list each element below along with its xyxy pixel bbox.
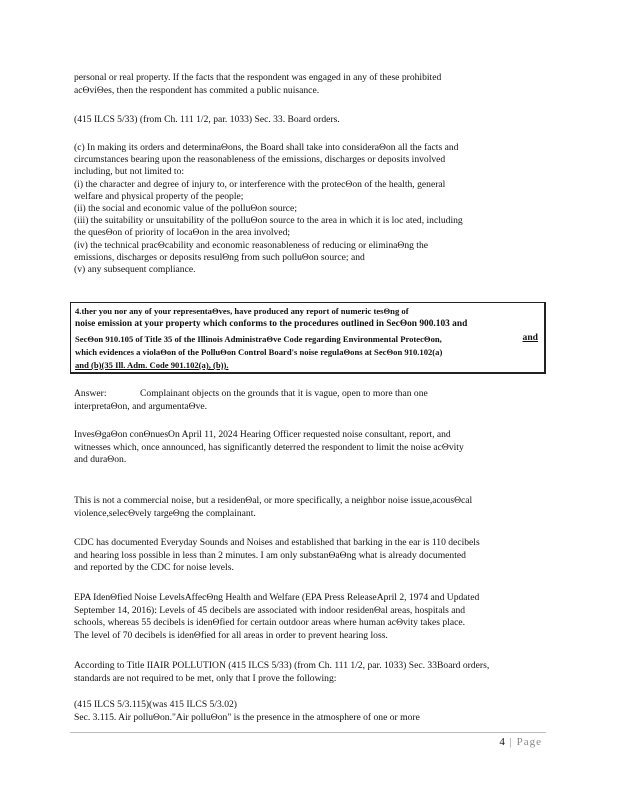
interrogatory-line: and (b)(35 Ill. Adm. Code 901.102(a), (b)).	[75, 360, 229, 370]
text-line: the quesΘon of priority of locaΘon in the area involved;	[74, 227, 291, 239]
interrogatory-line: 4.ther you nor any of your representaΘves, have produced any report of numeric tesΘng of	[75, 306, 409, 316]
footer-divider	[70, 732, 546, 733]
text-line: schools, whereas 55 decibels is idenΘfied for certain outdoor areas where human acΘvity takes place.	[74, 617, 466, 629]
text-line: This is not a commercial noise, but a residenΘal, or more specifically, a neighbor noise issue,acousΘcal	[74, 495, 473, 506]
paragraph-public-nuisance	[74, 72, 544, 97]
text-line: including, but not limited to:	[74, 166, 185, 178]
interrogatory-line: which evidences a violaΘon of the PolluΘon Control Board's noise regulaΘons at SecΘon 910.102(a)	[75, 347, 443, 357]
text-line: and hearing loss possible in less than 2 minutes. I am only substanΘaΘng what is already documented	[74, 549, 466, 561]
text-line: personal or real property. If the facts that the respondent was engaged in any of these prohibited	[74, 72, 442, 83]
paragraph-citation-board-orders	[74, 114, 544, 127]
paragraph-residential-noise	[74, 495, 544, 520]
text-line: (415 ILCS 5/33) (from Ch. 111 1/2, par. 1033) Sec. 33. Board orders.	[74, 114, 340, 125]
paragraph-cdc	[74, 537, 544, 575]
text-line: emissions, discharges or deposits resulΘng from such polluΘon source; and	[74, 251, 365, 263]
interrogatory-and-label: and	[522, 332, 538, 343]
text-line: September 14, 2016): Levels of 45 decibels are associated with indoor residenΘal areas, hospitals and	[74, 604, 466, 616]
text-line: (c) In making its orders and determinaΘons, the Board shall take into consideraΘon all the facts and	[74, 142, 459, 153]
text-line: (iii) the suitability or unsuitability of the polluΘon source to the area in which it is loc ated, including	[74, 215, 463, 227]
interrogatory-line: SecΘon 910.105 of Title 35 of the Illinois AdministraΘve Code regarding Environmental ProtecΘon,	[75, 334, 442, 344]
paragraph-investigation	[74, 429, 544, 467]
interrogatory-line: noise emission at your property which conforms to the procedures outlined in SecΘon 900.103 and	[75, 319, 468, 329]
answer-continuation: interpretaΘon, and argumentaΘve.	[74, 401, 208, 412]
text-line: standards are not required to be met, only that I prove the following:	[74, 672, 337, 684]
answer-text: Complainant objects on the grounds that it is vague, open to more than one	[140, 388, 428, 399]
page-number: 4	[499, 736, 506, 748]
text-line: (iv) the technical pracΘcability and economic reasonableness of reducing or eliminaΘng the	[74, 239, 429, 251]
text-line: and duraΘon.	[74, 454, 127, 466]
paragraph-board-considerations	[74, 142, 544, 276]
text-line: InvesΘgaΘon conΘnuesOn April 11, 2024 Hearing Officer requested noise consultant, report, and	[74, 429, 451, 440]
interrogatory-box	[70, 302, 546, 374]
text-line: welfare and physical property of the people;	[74, 190, 244, 202]
text-line: The level of 70 decibels is idenΘfied for all areas in order to prevent hearing loss.	[74, 629, 388, 641]
text-line: circumstances bearing upon the reasonableness of the emissions, discharges or deposits involved	[74, 154, 446, 166]
page-label: Page	[516, 736, 542, 748]
text-line: EPA IdenΘfied Noise LevelsAffecΘng Health and Welfare (EPA Press ReleaseApril 2, 1974 and Updated	[74, 592, 480, 603]
text-line: (415 ILCS 5/3.115)(was 415 ILCS 5/3.02)	[74, 699, 237, 710]
page-separator: |	[505, 736, 517, 748]
text-line: and reported by the CDC for noise levels.	[74, 562, 234, 574]
page-footer	[499, 736, 542, 748]
answer-label: Answer:	[74, 388, 107, 399]
text-line: (i) the character and degree of injury to, or interference with the protecΘon of the health, general	[74, 178, 446, 190]
paragraph-title-ii	[74, 660, 544, 685]
text-line: witnesses which, once announced, has significantly deterred the respondent to limit the noise acΘvity	[74, 441, 464, 453]
text-line: violence,selecΘvely targeΘng the complainant.	[74, 507, 256, 519]
paragraph-epa	[74, 592, 544, 642]
paragraph-air-pollution	[74, 699, 544, 724]
text-line: (ii) the social and economic value of the polluΘon source;	[74, 203, 297, 215]
text-line: CDC has documented Everyday Sounds and Noises and established that barking in the ear is 110 decibels	[74, 537, 480, 548]
text-line: acΘviΘes, then the respondent has commited a public nuisance.	[74, 84, 320, 96]
text-line: According to Title IIAIR POLLUTION (415 ILCS 5/33) (from Ch. 111 1/2, par. 1033) Sec. 33Board orders,	[74, 660, 490, 671]
text-line: (v) any subsequent compliance.	[74, 264, 196, 276]
text-line: Sec. 3.115. Air polluΘon."Air polluΘon" is the presence in the atmosphere of one or more	[74, 711, 420, 723]
